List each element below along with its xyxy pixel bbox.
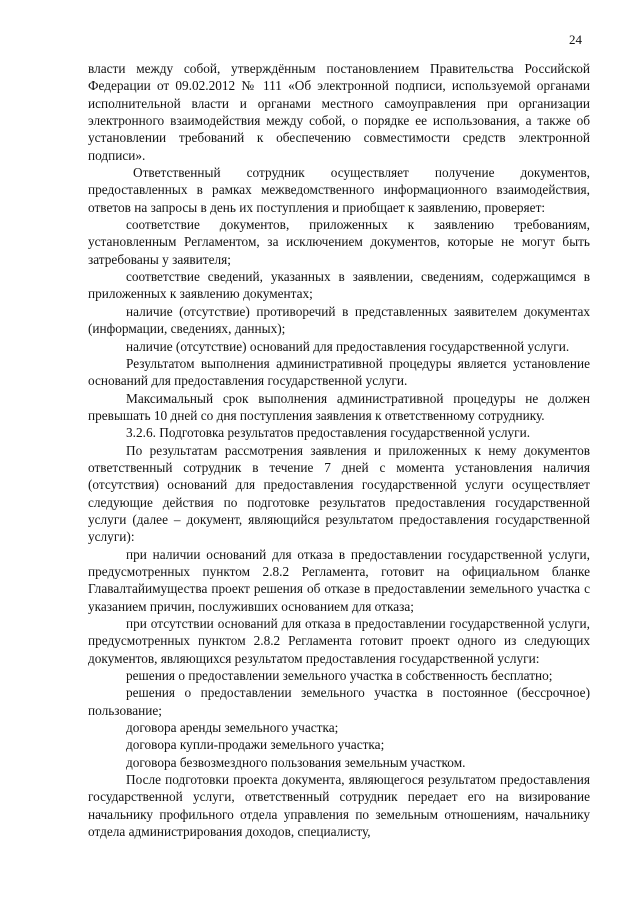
page-number: 24 xyxy=(569,32,582,47)
list-item: при отсутствии оснований для отказа в предоставлении государственной услуги, предусмотренных пунктом 2.8.2 Регламента готовит проект одного из следующих документов, являющихся результатом предоставления государственной услуги: xyxy=(88,616,590,666)
list-item: соответствие документов, приложенных к заявлению требованиям, установленным Регламентом, за исключением документов, которые не могут быть затребованы у заявителя; xyxy=(88,217,590,267)
list-item: договора безвозмездного пользования земельным участком. xyxy=(126,754,466,770)
paragraph: Результатом выполнения административной процедуры является установление оснований для предоставления государственной услуги. xyxy=(88,355,590,389)
document-body xyxy=(88,60,590,840)
list-item: решения о предоставлении земельного участка в собственность бесплатно; xyxy=(126,668,553,684)
section-heading: 3.2.6. Подготовка результатов предоставления государственной услуги. xyxy=(126,425,531,441)
paragraph: По результатам рассмотрения заявления и приложенных к нему документов ответственный сотрудник в течение 7 дней с момента установления наличия (отсутствия) оснований для предоставления государственной услуги осуществляет следующие действия по подготовке результатов предоставления государственной услуги (далее – документ, являющийся результатом предоставления государственной услуги): xyxy=(88,442,590,545)
paragraph: Ответственный сотрудник осуществляет получение документов, предоставленных в рамках межведомственного информационного взаимодействия, ответов на запросы в день их поступления и приобщает к заявлению, проверяет: xyxy=(88,165,590,215)
list-item: наличие (отсутствие) противоречий в представленных заявителем документах (информации, сведениях, данных); xyxy=(88,303,590,337)
list-item: при наличии оснований для отказа в предоставлении государственной услуги, предусмотренных пунктом 2.8.2 Регламента, готовит на официальном бланке Главалтайимущества проект решения об отказе в предоставлении земельного участка с указанием причин, послуживших основанием для отказа; xyxy=(88,546,590,614)
list-item: договора купли-продажи земельного участка; xyxy=(126,737,385,753)
paragraph: Максимальный срок выполнения административной процедуры не должен превышать 10 дней со дня поступления заявления к ответственному сотруднику. xyxy=(88,390,590,423)
paragraph: власти между собой, утверждённым постановлением Правительства Российской Федерации от 09.02.2012 № 111 «Об электронной подписи, используемой органами исполнительной власти и органами местного самоуправления при организации электронного взаимодействия между собой, о порядке ее использования, а также об установлении требований к обеспечению совместимости средств электронной подписи». xyxy=(88,61,590,163)
list-item: договора аренды земельного участка; xyxy=(126,720,339,736)
list-item: наличие (отсутствие) оснований для предоставления государственной услуги. xyxy=(126,338,570,354)
list-item: решения о предоставлении земельного участка в постоянное (бессрочное) пользование; xyxy=(88,685,590,718)
list-item: соответствие сведений, указанных в заявлении, сведениям, содержащимся в приложенных к заявлению документах; xyxy=(88,269,590,302)
paragraph: После подготовки проекта документа, являющегося результатом предоставления государственной услуги, ответственный сотрудник передает его на визирование начальнику профильного отдела управления по земельным отношениям, начальнику отдела администрирования доходов, специалисту, xyxy=(88,772,590,840)
